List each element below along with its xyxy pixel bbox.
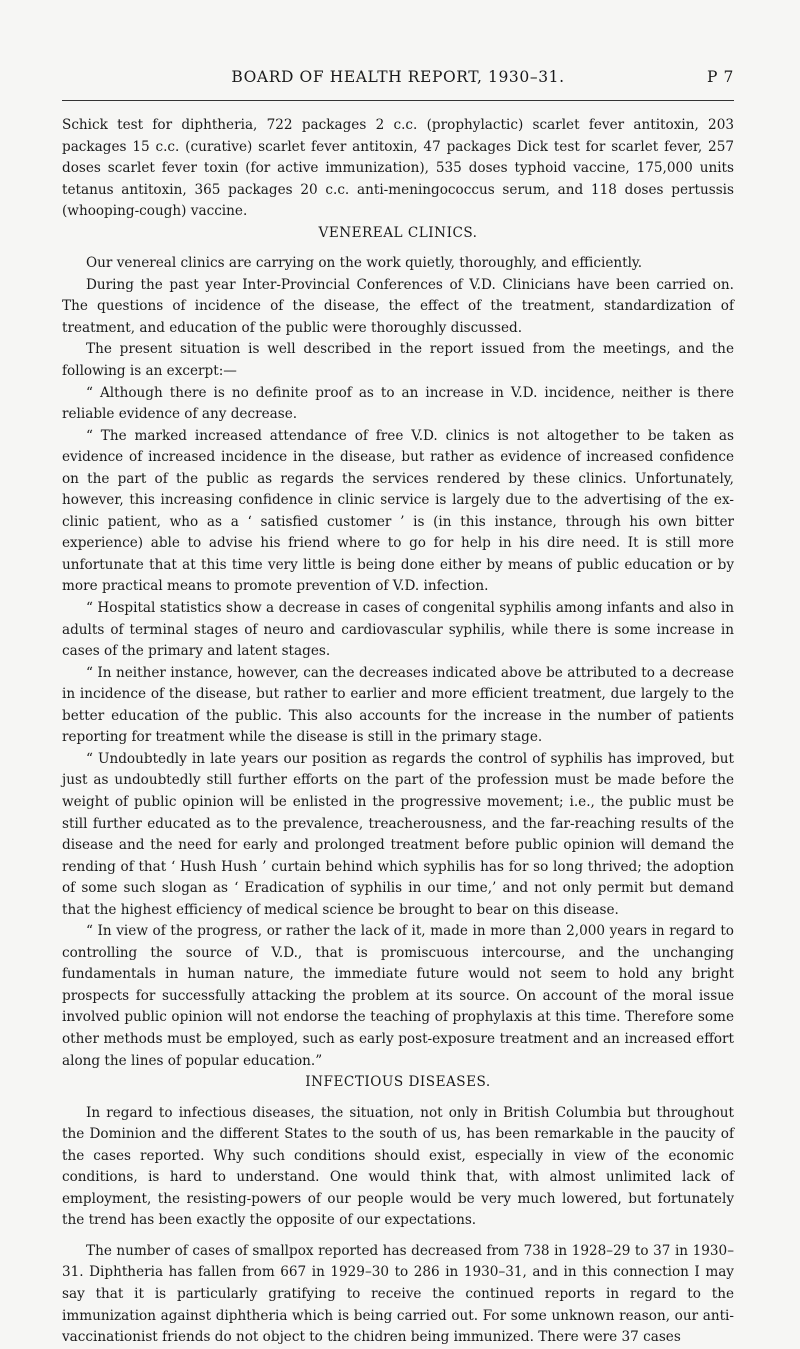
paragraph: Schick test for diphtheria, 722 packages 2 c.c. (prophylactic) scarlet fever antitoxin, 203 packages 15 c.c. (curative) scarlet fever antitoxin, 47 packages Dick test for scarlet fever, 257 doses scarlet fever toxin (for active immunization), 535 doses typhoid vaccine, 175,000 units tetanus antitoxin, 365 packages 20 c.c. anti-meningococcus serum, and 118 doses pertussis (whooping-cough) vaccine. — [62, 117, 734, 220]
running-header — [62, 68, 734, 90]
body-text — [62, 115, 734, 1349]
paragraph: “ Undoubtedly in late years our position as regards the control of syphilis has improved, but just as undoubtedly still further efforts on the part of the profession must be made before the weight of public opinion will be enlisted in the progressive movement; i.e., the public must be still further educated as to the prevalence, treacherousness, and the far-reaching results of the disease and the need for early and prolonged treatment before public opinion will demand the rending of that ‘ Hush Hush ’ curtain behind which syphilis has for so long thrived; the adoption of some such slogan as ‘ Eradication of syphilis in our time,’ and not only permit but demand that the highest efficiency of medical science be brought to bear on this disease. — [62, 750, 734, 918]
section-heading-infectious: INFECTIOUS DISEASES. — [305, 1074, 491, 1091]
page-number: P 7 — [706, 68, 734, 86]
paragraph: “ In view of the progress, or rather the lack of it, made in more than 2,000 years in regard to controlling the source of V.D., that is promiscuous intercourse, and the unchanging fundamentals in human nature, the immediate future would not seem to hold any bright prospects for successfully attacking the problem at its source. On account of the moral issue involved public opinion will not endorse the teaching of prophylaxis at this time. Therefore some other methods must be employed, such as early post-exposure treatment and an increased effort along the lines of popular education.” — [62, 923, 734, 1069]
paragraph: The present situation is well described in the report issued from the meetings, and the following is an excerpt:— — [62, 341, 734, 380]
paragraph: “ Hospital statistics show a decrease in cases of congenital syphilis among infants and also in adults of terminal stages of neuro and cardiovascular syphilis, while there is some increase in cases of the primary and latent stages. — [62, 600, 734, 660]
paragraph: In regard to infectious diseases, the situation, not only in British Columbia but throughout the Dominion and the different States to the south of us, has been remarkable in the paucity of the cases reported. Why such conditions should exist, especially in view of the economic conditions, is hard to understand. One would think that, with almost unlimited lack of employment, the resisting-powers of our people would be very much lowered, but fortunately the trend has been exactly the opposite of our expectations. — [62, 1104, 734, 1229]
paragraph: “ Although there is no definite proof as to an increase in V.D. incidence, neither is there reliable evidence of any decrease. — [62, 384, 734, 423]
paragraph: During the past year Inter-Provincial Conferences of V.D. Clinicians have been carried on. The questions of incidence of the disease, the effect of the treatment, standardization of treatment, and education of the public were thoroughly discussed. — [62, 276, 734, 336]
paragraph: Our venereal clinics are carrying on the work quietly, thoroughly, and efficiently. — [86, 255, 643, 272]
paragraph: The number of cases of smallpox reported has decreased from 738 in 1928–29 to 37 in 1930–31. Diphtheria has fallen from 667 in 1929–30 to 286 in 1930–31, and in this connection I may say that it is particularly gratifying to receive the continued reports in regard to the immunization against diphtheria which is being carried out. For some unknown reason, our anti-vaccinationist friends do not object to the chidren being immunized. There were 37 cases — [62, 1242, 734, 1346]
header-title: BOARD OF HEALTH REPORT, 1930–31. — [231, 68, 565, 86]
paragraph: “ In neither instance, however, can the decreases indicated above be attributed to a decrease in incidence of the disease, but rather to earlier and more efficient treatment, due largely to the better education of the public. This also accounts for the increase in the number of patients reporting for treatment while the disease is still in the primary stage. — [62, 664, 734, 746]
section-heading-venereal: VENEREAL CLINICS. — [318, 224, 478, 241]
header-rule — [62, 100, 734, 101]
paragraph: “ The marked increased attendance of free V.D. clinics is not altogether to be taken as evidence of increased incidence in the disease, but rather as evidence of increased confidence on the part of the public as regards the services rendered by these clinics. Unfortunately, however, this increasing confidence in clinic service is largely due to the advertising of the ex-clinic patient, who as a ‘ satisfied customer ’ is (in this instance, through his own bitter experience) able to advise his friend where to go for help in his dire need. It is still more unfortunate that at this time very little is being done either by means of public education or by more practical means to promote prevention of V.D. infection. — [62, 427, 734, 595]
document-page — [62, 68, 734, 1349]
